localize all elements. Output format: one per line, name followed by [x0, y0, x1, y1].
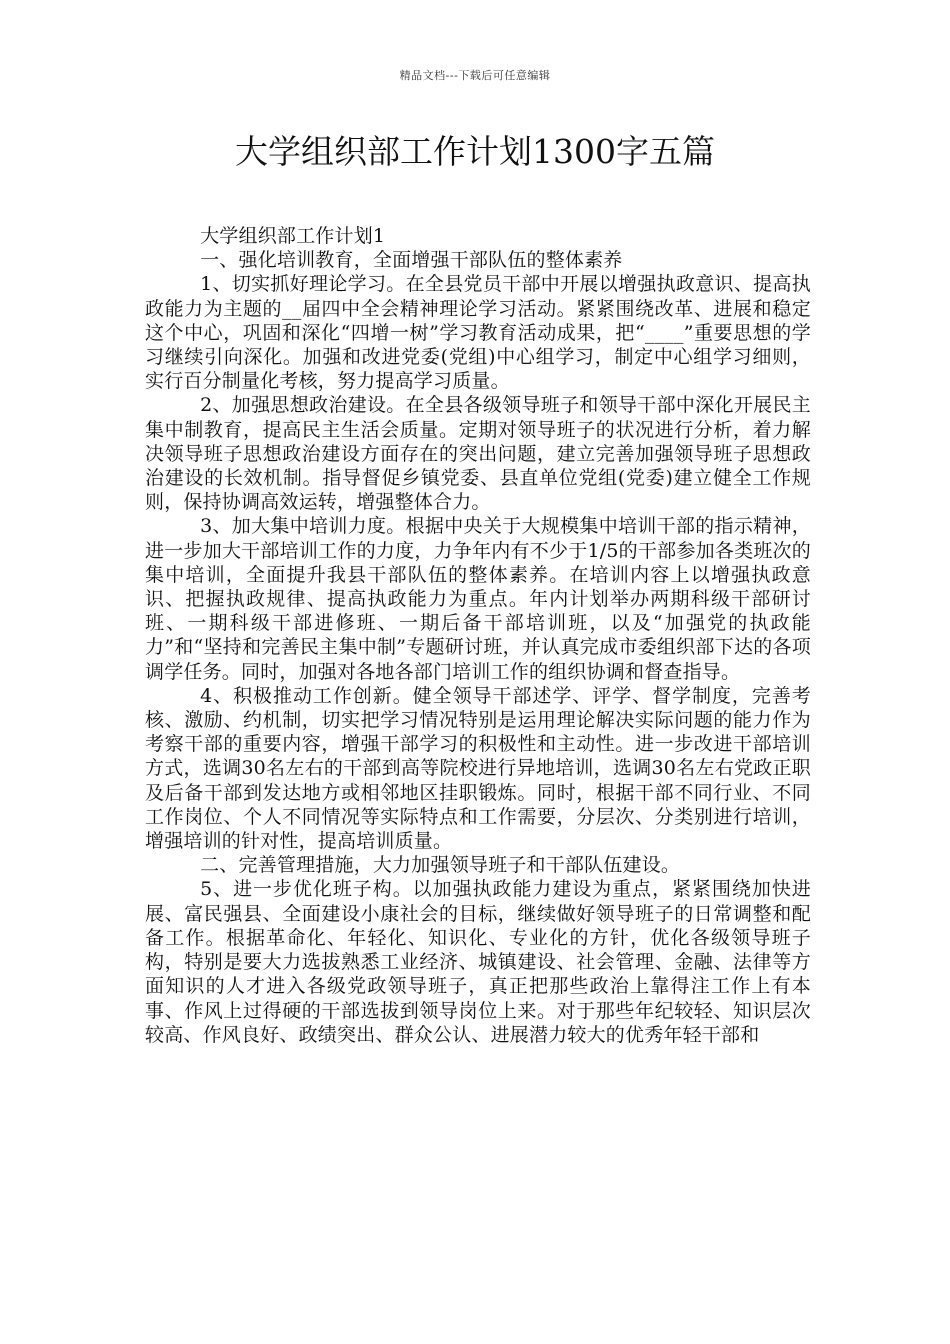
document-body: [145, 224, 811, 1047]
paragraph: 3、加大集中培训力度。根据中央关于大规模集中培训干部的指示精神，进一步加大干部培训工作的力度，力争年内有不少于1/5的干部参加各类班次的集中培训，全面提升我县干部队伍的整体素养。在培训内容上以增强执政意识、把握执政规律、提高执政能力为重点。年内计划举办两期科级干部研讨班、一期科级干部进修班、一期后备干部培训班，以及“加强党的执政能力”和“坚持和完善民主集中制”专题研讨班，并认真完成市委组织部下达的各项调学任务。同时，加强对各地各部门培训工作的组织协调和督查指导。: [145, 515, 811, 683]
page-header-note: 精品文档---下载后可任意编辑: [399, 69, 551, 82]
paragraph: 1、切实抓好理论学习。在全县党员干部中开展以增强执政意识、提高执政能力为主题的__届四中全会精神理论学习活动。紧紧围绕改革、进展和稳定这个中心，巩固和深化“四增一树”学习教育活动成果，把“____”重要思想的学习继续引向深化。加强和改进党委(党组)中心组学习，制定中心组学习细则，实行百分制量化考核，努力提高学习质量。: [145, 273, 811, 393]
document-title: 大学组织部工作计划1300字五篇: [235, 132, 715, 171]
paragraph: 4、积极推动工作创新。健全领导干部述学、评学、督学制度，完善考核、激励、约机制，切实把学习情况特别是运用理论解决实际问题的能力作为考察干部的重要内容，增强干部学习的积极性和主动性。进一步改进干部培训方式，选调30名左右的干部到高等院校进行异地培训，选调30名左右党政正职及后备干部到发达地方或相邻地区挂职锻炼。同时，根据干部不同行业、不同工作岗位、个人不同情况等实际特点和工作需要，分层次、分类别进行培训，增强培训的针对性，提高培训质量。: [145, 684, 811, 853]
subsection-heading: 二、完善管理措施，大力加强领导班子和干部队伍建设。: [200, 854, 681, 877]
section-heading: 大学组织部工作计划1: [200, 225, 386, 247]
subsection-heading: 一、强化培训教育，全面增强干部队伍的整体素养: [200, 249, 623, 272]
paragraph: 5、进一步优化班子构。以加强执政能力建设为重点，紧紧围绕加快进展、富民强县、全面建设小康社会的目标，继续做好领导班子的日常调整和配备工作。根据革命化、年轻化、知识化、专业化的方针，优化各级领导班子构，特别是要大力选拔熟悉工业经济、城镇建设、社会管理、金融、法律等方面知识的人才进入各级党政领导班子，真正把那些政治上靠得注工作上有本事、作风上过得硬的干部选拔到领导岗位上来。对于那些年纪较轻、知识层次较高、作风良好、政绩突出、群众公认、进展潜力较大的优秀年轻干部和: [145, 878, 811, 1046]
paragraph: 2、加强思想政治建设。在全县各级领导班子和领导干部中深化开展民主集中制教育，提高民主生活会质量。定期对领导班子的状况进行分析，着力解决领导班子思想政治建设方面存在的突出问题，建立完善加强领导班子思想政治建设的长效机制。指导督促乡镇党委、县直单位党组(党委)建立健全工作规则，保持协调高效运转，增强整体合力。: [145, 394, 811, 514]
